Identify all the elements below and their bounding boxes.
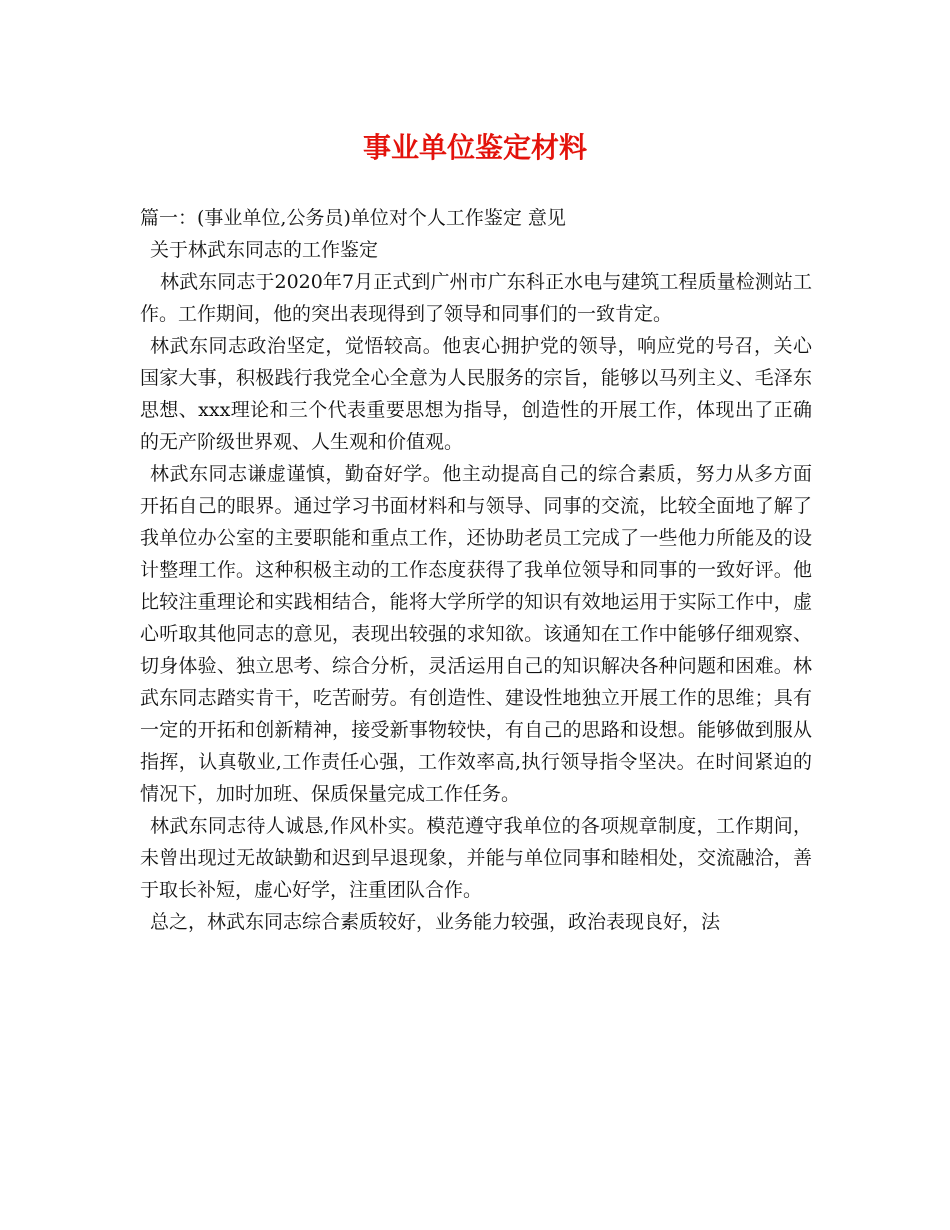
paragraph-study-work: 林武东同志谦虚谨慎，勤奋好学。他主动提高自己的综合素质，努力从多方面开拓自己的眼界。通过学习书面材料和与领导、同事的交流，比较全面地了解了我单位办公室的主要职能和重点工作，还协助老员工完成了一些他力所能及的设计整理工作。这种积极主动的工作态度获得了我单位领导和同事的一致好评。他比较注重理论和实践相结合，能将大学所学的知识有效地运用于实际工作中，虚心听取其他同志的意见，表现出较强的求知欲。该通知在工作中能够仔细观察、切身体验、独立思考、综合分析，灵活运用自己的知识解决各种问题和困难。林武东同志踏实肯干，吃苦耐劳。有创造性、建设性地独立开展工作的思维；具有一定的开拓和创新精神，接受新事物较快，有自己的思路和设想。能够做到服从指挥，认真敬业,工作责任心强，工作效率高,执行领导指令坚决。在时间紧迫的情况下，加时加班、保质保量完成工作任务。	[140, 463, 812, 805]
subheading: 关于林武东同志的工作鉴定	[150, 239, 379, 261]
document-body	[140, 202, 812, 938]
paragraph-conduct: 林武东同志待人诚恳,作风朴实。模范遵守我单位的各项规章制度，工作期间，未曾出现过无故缺勤和迟到早退现象，并能与单位同事和睦相处，交流融洽，善于取长补短，虚心好学，注重团队合作。	[140, 815, 812, 901]
paragraph-summary: 总之，林武东同志综合素质较好，业务能力较强，政治表现良好，法	[150, 911, 721, 933]
paragraph-intro: 林武东同志于2020年7月正式到广州市广东科正水电与建筑工程质量检测站工作。工作期间，他的突出表现得到了领导和同事们的一致肯定。	[140, 271, 812, 325]
section-heading: 篇一：(事业单位,公务员)单位对个人工作鉴定 意见	[140, 207, 566, 229]
document-title: 事业单位鉴定材料	[362, 131, 587, 164]
paragraph-political: 林武东同志政治坚定，觉悟较高。他衷心拥护党的领导，响应党的号召，关心国家大事，积极践行我党全心全意为人民服务的宗旨，能够以马列主义、毛泽东思想、xxx理论和三个代表重要思想为指导，创造性的开展工作，体现出了正确的无产阶级世界观、人生观和价值观。	[140, 335, 812, 453]
